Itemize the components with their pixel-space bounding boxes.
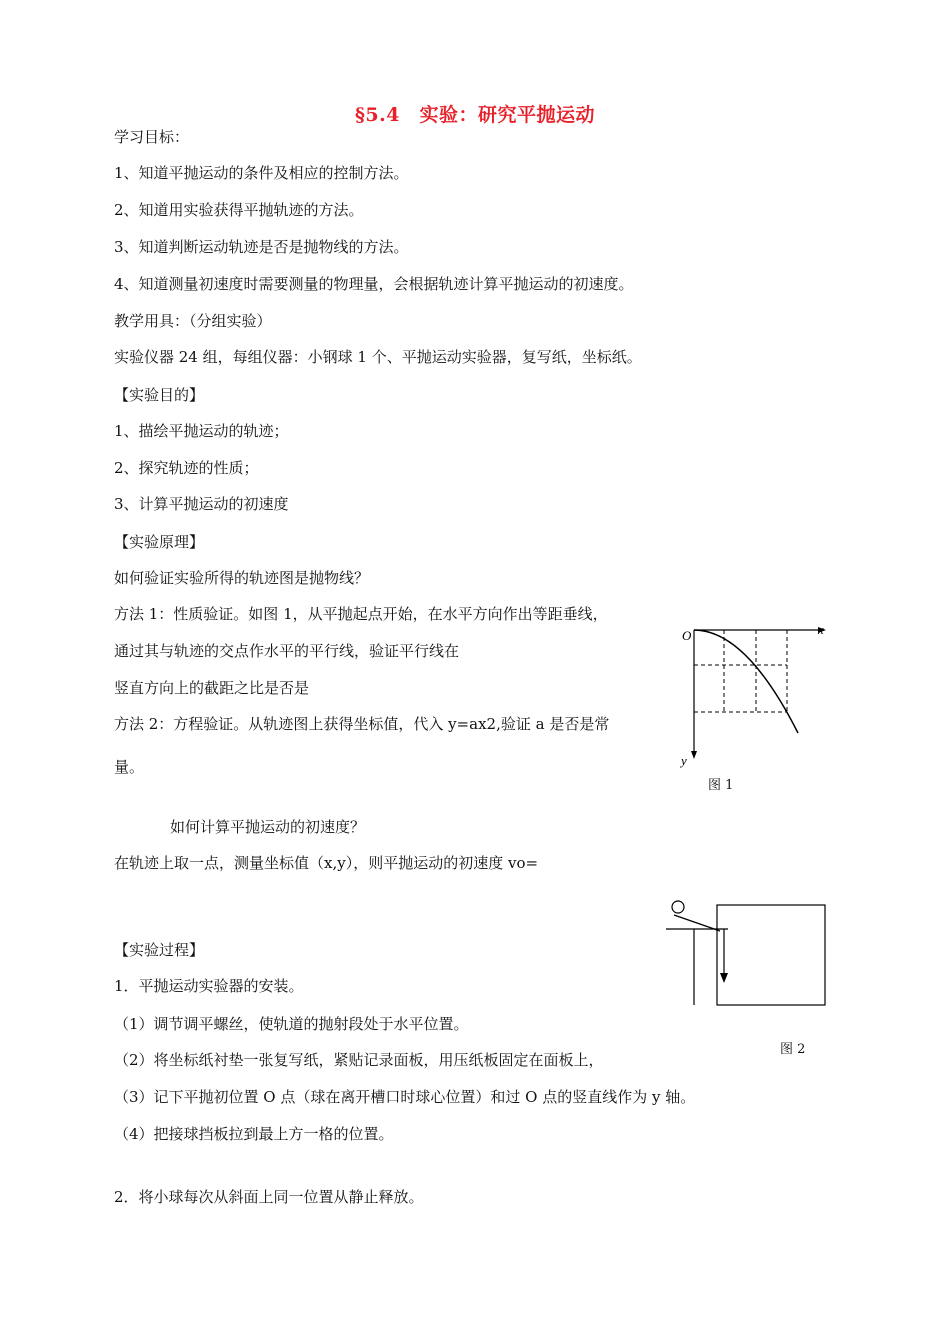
velocity-formula: 在轨迹上取一点，测量坐标值（x,y），则平抛运动的初速度 vo= — [114, 854, 539, 872]
section-heading-procedure: 【实验过程】 — [114, 941, 205, 959]
figure-1-caption: 图 1 — [708, 778, 734, 793]
procedure-step-1-3: （3）记下平抛初位置 O 点（球在离开槽口时球心位置）和过 O 点的竖直线作为 y 轴。 — [114, 1088, 696, 1106]
grid-lines — [694, 630, 787, 712]
origin-label: O — [682, 628, 692, 643]
objective-2: 2、知道用实验获得平抛轨迹的方法。 — [114, 201, 364, 219]
method-1-line-1: 方法 1：性质验证。如图 1，从平抛起点开始，在水平方向作出等距垂线， — [114, 605, 608, 623]
purpose-3: 3、计算平抛运动的初速度 — [114, 495, 289, 513]
section-heading-objectives: 学习目标： — [114, 128, 190, 146]
record-board — [717, 905, 825, 1005]
method-1-line-3: 竖直方向上的截距之比是否是 — [114, 679, 310, 697]
procedure-step-2: 2．将小球每次从斜面上同一位置从静止释放。 — [114, 1188, 424, 1206]
x-axis — [694, 627, 826, 633]
velocity-question: 如何计算平抛运动的初速度？ — [170, 818, 366, 836]
y-axis-label: y — [681, 753, 687, 768]
objective-4: 4、知道测量初速度时需要测量的物理量，会根据轨迹计算平抛运动的初速度。 — [114, 275, 634, 293]
teaching-tools-heading: 教学用具：（分组实验） — [114, 312, 272, 330]
procedure-step-1-2: （2）将坐标纸衬垫一张复写纸，紧贴记录面板，用压纸板固定在面板上， — [114, 1051, 604, 1069]
procedure-step-1-4: （4）把接球挡板拉到最上方一格的位置。 — [114, 1125, 394, 1143]
procedure-step-1: 1．平抛运动实验器的安装。 — [114, 977, 304, 995]
y-axis — [691, 630, 697, 759]
objective-3: 3、知道判断运动轨迹是否是抛物线的方法。 — [114, 238, 409, 256]
figure-1-trajectory — [676, 620, 836, 770]
figure-2-apparatus — [660, 895, 830, 1010]
purpose-1: 1、描绘平抛运动的轨迹； — [114, 422, 289, 440]
method-1-line-2: 通过其与轨迹的交点作水平的平行线，验证平行线在 — [114, 642, 460, 660]
purpose-2: 2、探究轨迹的性质； — [114, 459, 259, 477]
plumb-line — [720, 929, 728, 983]
method-2-line-1: 方法 2：方程验证。从轨迹图上获得坐标值，代入 y=ax2,验证 a 是否是常 — [114, 715, 610, 733]
page-title: §5.4 实验：研究平抛运动 — [355, 104, 595, 126]
figure-2-caption: 图 2 — [780, 1042, 806, 1057]
procedure-step-1-1: （1）调节调平螺丝，使轨道的抛射段处于水平位置。 — [114, 1015, 469, 1033]
section-heading-purpose: 【实验目的】 — [114, 386, 205, 404]
trajectory-curve — [694, 630, 798, 733]
method-2-line-2: 量。 — [114, 758, 145, 776]
section-heading-principle: 【实验原理】 — [114, 533, 205, 551]
equipment-list: 实验仪器 24 组，每组仪器：小钢球 1 个、平抛运动实验器，复写纸，坐标纸。 — [114, 348, 642, 366]
objective-1: 1、知道平抛运动的条件及相应的控制方法。 — [114, 164, 409, 182]
principle-question: 如何验证实验所得的轨迹图是抛物线？ — [114, 569, 370, 587]
